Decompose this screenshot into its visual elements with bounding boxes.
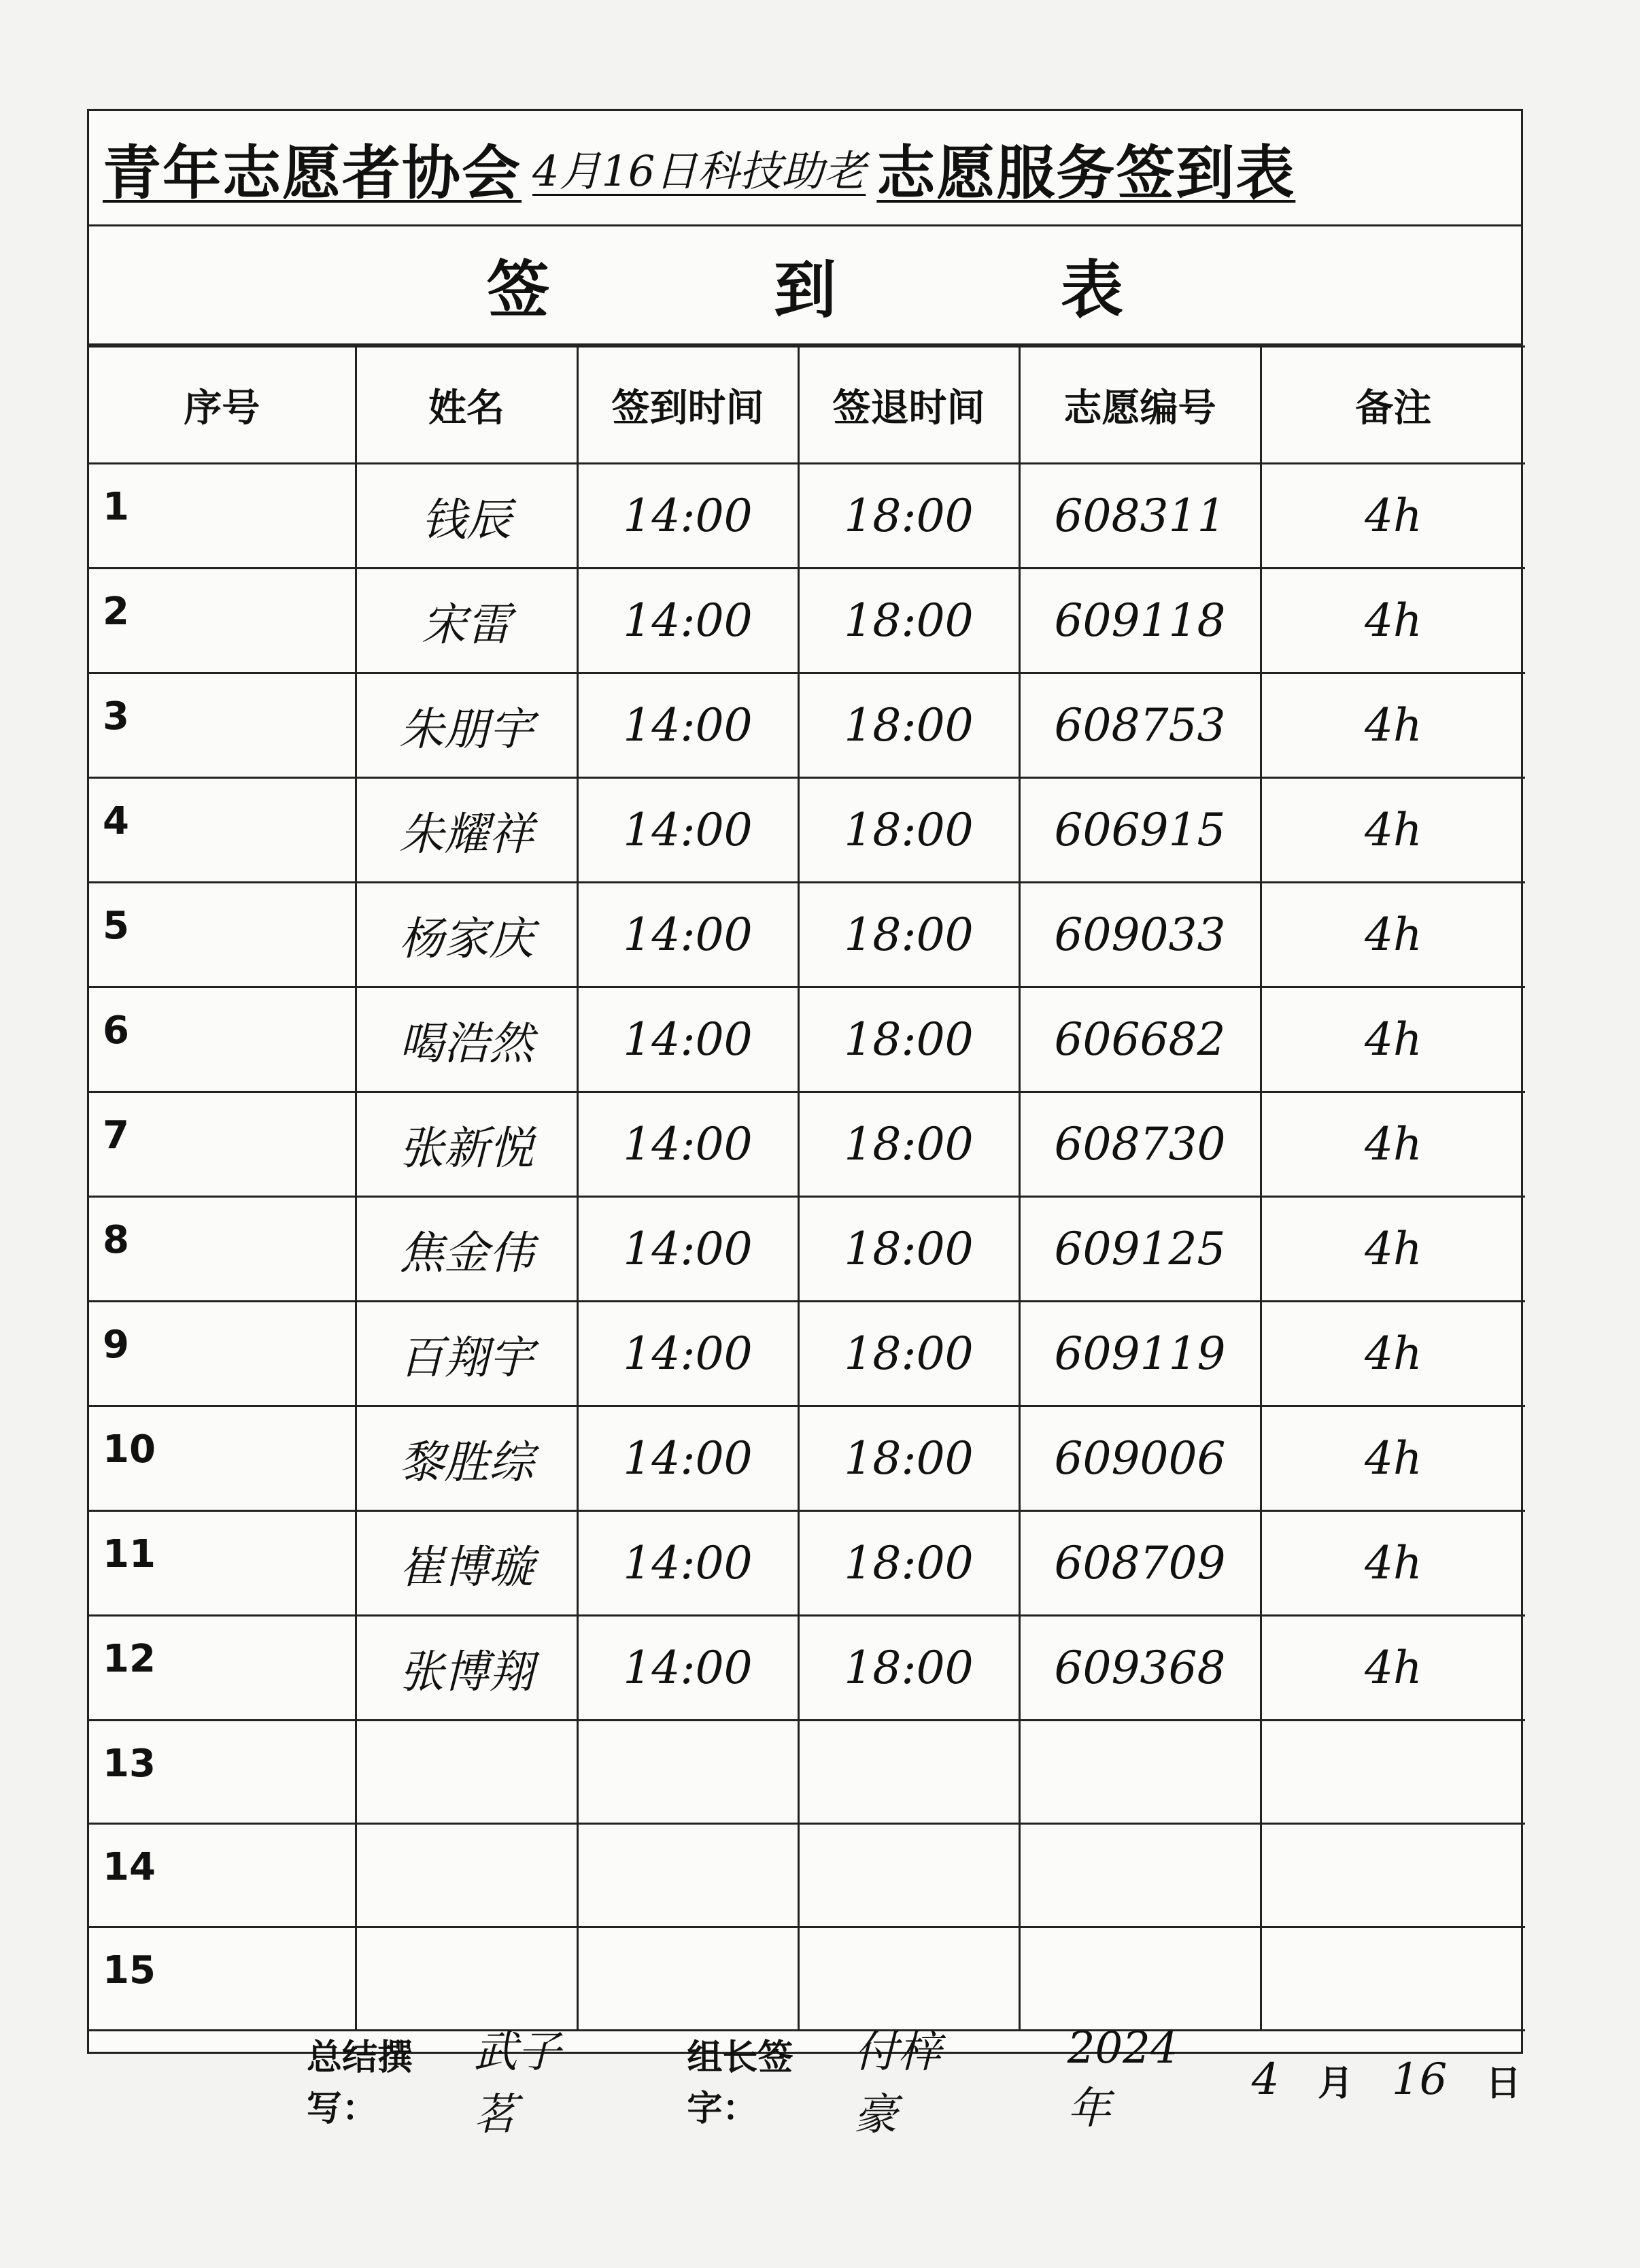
table-row	[89, 1197, 1525, 1302]
volunteer-name: 焦金伟	[356, 1197, 577, 1302]
event-name-handwritten: 4月16日科技助老	[532, 146, 866, 196]
sign-out-time: 18:00	[798, 987, 1019, 1092]
note: 4h	[1261, 987, 1525, 1092]
table-row-empty	[89, 1721, 1525, 1824]
sign-in-time: 14:00	[577, 778, 798, 883]
empty-cell	[1019, 1824, 1261, 1927]
volunteer-id: 608753	[1019, 673, 1261, 778]
day-label: 日	[1486, 2063, 1522, 2104]
volunteer-name: 张博翔	[356, 1616, 577, 1721]
form-title: 志愿服务签到表	[876, 139, 1296, 207]
note: 4h	[1261, 673, 1525, 778]
volunteer-id: 609368	[1019, 1616, 1261, 1721]
empty-cell	[356, 1824, 577, 1927]
note: 4h	[1261, 1616, 1525, 1721]
sign-out-time: 18:00	[798, 1197, 1019, 1302]
table-row	[89, 778, 1525, 883]
row-number: 14	[89, 1824, 356, 1927]
empty-cell	[798, 1927, 1019, 2031]
table-row	[89, 1616, 1525, 1721]
sign-out-time: 18:00	[798, 1616, 1019, 1721]
empty-cell	[1261, 1824, 1525, 1927]
volunteer-name: 宋雷	[356, 569, 577, 673]
leader-signature: 付梓豪	[854, 2027, 942, 2140]
row-number: 6	[89, 987, 356, 1092]
volunteer-name: 崔博璇	[356, 1511, 577, 1616]
table-row	[89, 464, 1525, 569]
volunteer-name: 百翔宇	[356, 1302, 577, 1406]
note: 4h	[1261, 464, 1525, 569]
volunteer-id: 608730	[1019, 1092, 1261, 1197]
volunteer-id: 608709	[1019, 1511, 1261, 1616]
table-row	[89, 1092, 1525, 1197]
volunteer-id: 609033	[1019, 883, 1261, 987]
volunteer-id: 606682	[1019, 987, 1261, 1092]
empty-cell	[577, 1927, 798, 2031]
sign-in-time: 14:00	[577, 1092, 798, 1197]
volunteer-name: 杨家庆	[356, 883, 577, 987]
leader-label: 组长签字：	[687, 2037, 793, 2129]
sign-out-time: 18:00	[798, 1092, 1019, 1197]
row-number: 7	[89, 1092, 356, 1197]
row-number: 12	[89, 1616, 356, 1721]
table-row	[89, 1406, 1525, 1511]
note: 4h	[1261, 1406, 1525, 1511]
footer	[89, 2023, 1522, 2140]
row-number: 8	[89, 1197, 356, 1302]
volunteer-name: 黎胜综	[356, 1406, 577, 1511]
table-row	[89, 883, 1525, 987]
note: 4h	[1261, 1092, 1525, 1197]
col-header-sign-out: 签退时间	[798, 347, 1019, 464]
volunteer-name: 朱朋宇	[356, 673, 577, 778]
summary-signature: 武子茗	[473, 2027, 561, 2140]
sign-in-time: 14:00	[577, 1406, 798, 1511]
table-row	[89, 1511, 1525, 1616]
volunteer-id: 609118	[1019, 569, 1261, 673]
row-number: 13	[89, 1721, 356, 1824]
sign-out-time: 18:00	[798, 1511, 1019, 1616]
sign-in-time: 14:00	[577, 464, 798, 569]
sign-out-time: 18:00	[798, 569, 1019, 673]
sign-in-time: 14:00	[577, 673, 798, 778]
row-number: 4	[89, 778, 356, 883]
note: 4h	[1261, 1302, 1525, 1406]
subtitle: 签到表	[487, 254, 1348, 326]
note: 4h	[1261, 1197, 1525, 1302]
sign-out-time: 18:00	[798, 778, 1019, 883]
empty-cell	[577, 1721, 798, 1824]
volunteer-id: 609006	[1019, 1406, 1261, 1511]
volunteer-name: 朱耀祥	[356, 778, 577, 883]
empty-cell	[1019, 1721, 1261, 1824]
note: 4h	[1261, 778, 1525, 883]
col-header-name: 姓名	[356, 347, 577, 464]
row-number: 1	[89, 464, 356, 569]
volunteer-id: 609125	[1019, 1197, 1261, 1302]
table-row	[89, 569, 1525, 673]
empty-cell	[1261, 1927, 1525, 2031]
row-number: 2	[89, 569, 356, 673]
sign-out-time: 18:00	[798, 1406, 1019, 1511]
sign-in-sheet	[87, 109, 1523, 2140]
note: 4h	[1261, 569, 1525, 673]
sign-in-time: 14:00	[577, 1616, 798, 1721]
volunteer-name: 张新悦	[356, 1092, 577, 1197]
empty-cell	[798, 1824, 1019, 1927]
row-number: 10	[89, 1406, 356, 1511]
table-row-empty	[89, 1824, 1525, 1927]
col-header-sign-in: 签到时间	[577, 347, 798, 464]
row-number: 15	[89, 1927, 356, 2031]
sign-in-time: 14:00	[577, 883, 798, 987]
sign-in-time: 14:00	[577, 987, 798, 1092]
col-header-no: 序号	[89, 347, 356, 464]
empty-cell	[798, 1721, 1019, 1824]
row-number: 5	[89, 883, 356, 987]
col-header-volunteer-id: 志愿编号	[1019, 347, 1261, 464]
empty-cell	[577, 1824, 798, 1927]
org-name: 青年志愿者协会	[103, 139, 522, 207]
row-number: 3	[89, 673, 356, 778]
volunteer-id: 608311	[1019, 464, 1261, 569]
volunteer-name: 钱辰	[356, 464, 577, 569]
volunteer-id: 609119	[1019, 1302, 1261, 1406]
sign-out-time: 18:00	[798, 883, 1019, 987]
empty-cell	[1261, 1721, 1525, 1824]
empty-cell	[356, 1721, 577, 1824]
sign-in-time: 14:00	[577, 1302, 798, 1406]
subtitle-row	[89, 226, 1521, 345]
volunteer-name: 喝浩然	[356, 987, 577, 1092]
sign-in-time: 14:00	[577, 1511, 798, 1616]
sign-in-time: 14:00	[577, 1197, 798, 1302]
date-year: 2024年	[1067, 2023, 1178, 2134]
date-month: 4	[1251, 2054, 1280, 2105]
date-day: 16	[1391, 2054, 1448, 2105]
volunteer-id: 606915	[1019, 778, 1261, 883]
sign-in-time: 14:00	[577, 569, 798, 673]
row-number: 11	[89, 1511, 356, 1616]
empty-cell	[1019, 1927, 1261, 2031]
table-row	[89, 1302, 1525, 1406]
month-label: 月	[1318, 2063, 1354, 2104]
table-row	[89, 673, 1525, 778]
table-row-empty	[89, 1927, 1525, 2031]
table-row	[89, 987, 1525, 1092]
attendance-table	[89, 345, 1525, 2031]
summary-label: 总结撰写：	[307, 2037, 413, 2129]
col-header-note: 备注	[1261, 347, 1525, 464]
table-header-row	[89, 347, 1525, 464]
note: 4h	[1261, 1511, 1525, 1616]
empty-cell	[356, 1927, 577, 2031]
note: 4h	[1261, 883, 1525, 987]
sign-out-time: 18:00	[798, 1302, 1019, 1406]
row-number: 9	[89, 1302, 356, 1406]
title-row	[89, 111, 1521, 226]
sign-out-time: 18:00	[798, 464, 1019, 569]
sign-out-time: 18:00	[798, 673, 1019, 778]
